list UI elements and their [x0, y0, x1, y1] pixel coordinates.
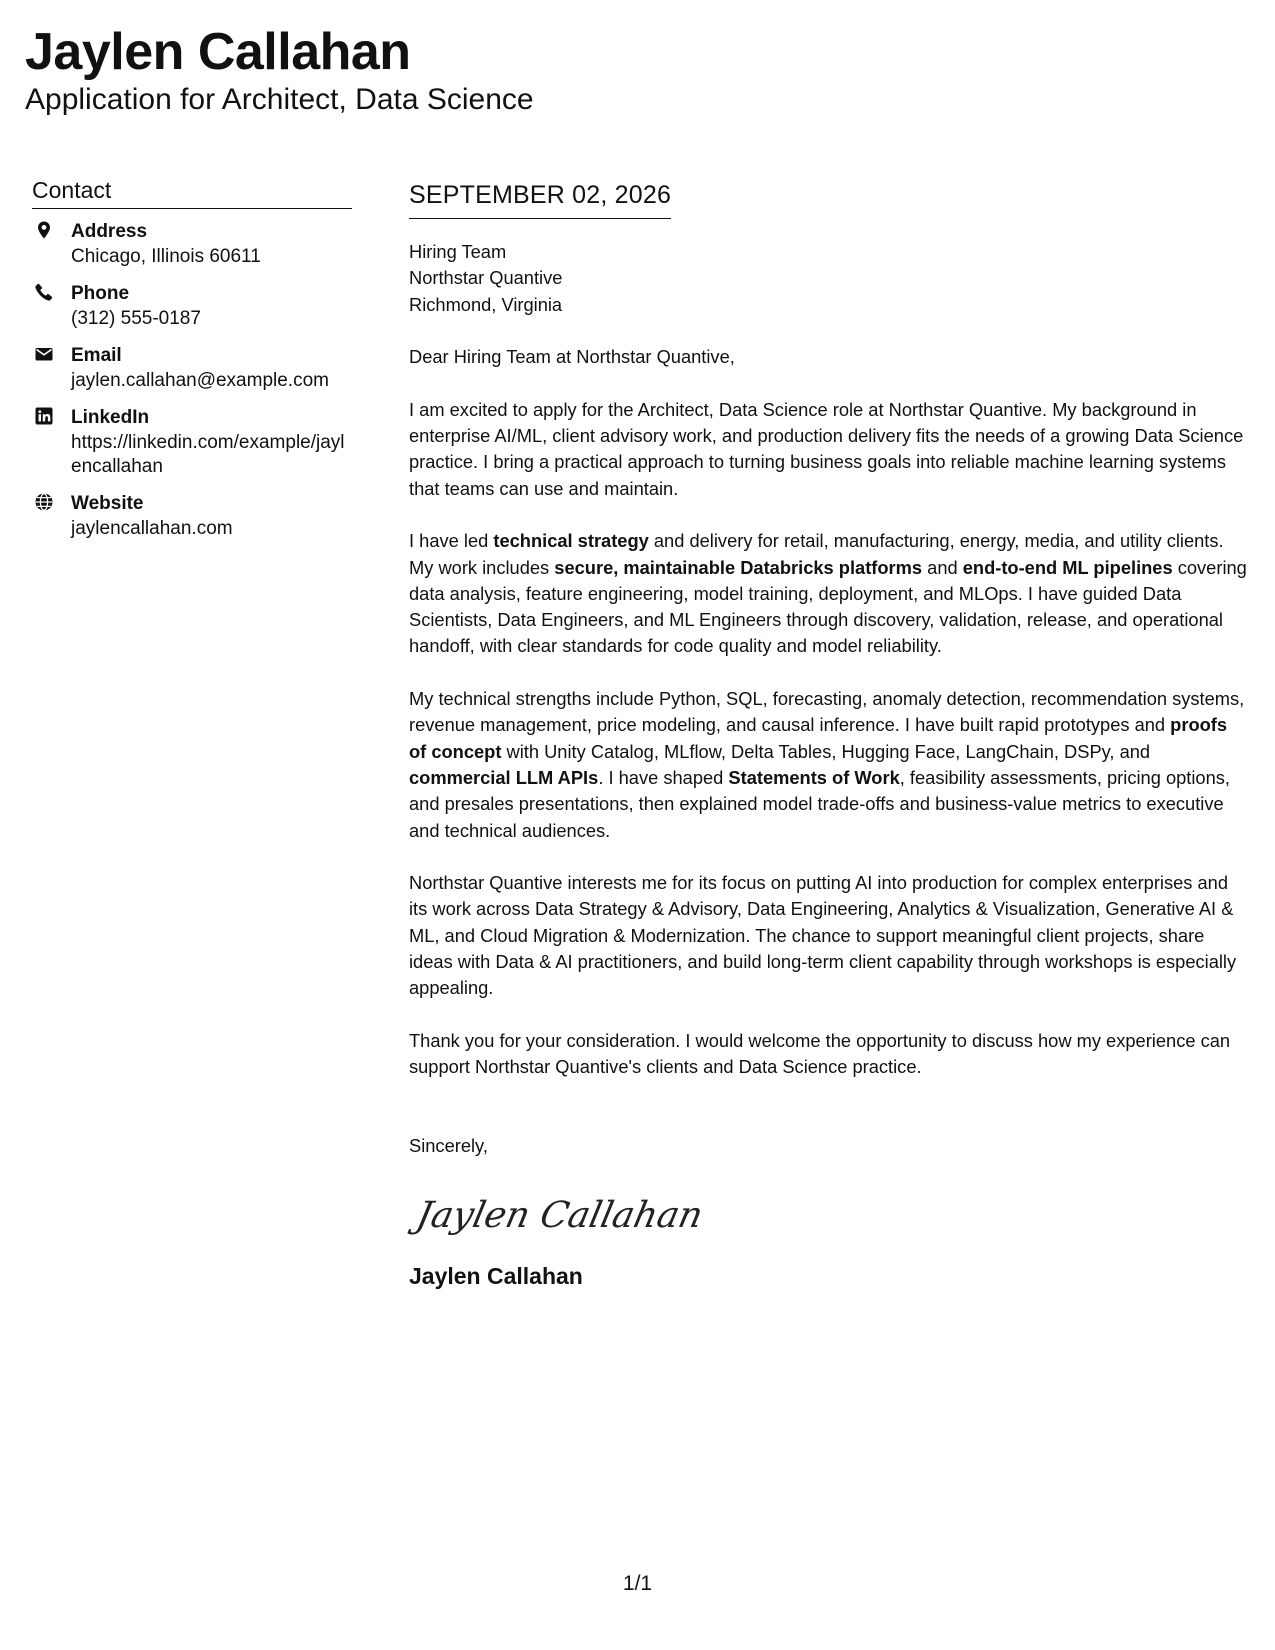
application-subtitle: Application for Architect, Data Science: [25, 83, 534, 116]
bold-run: Statements of Work: [728, 766, 900, 788]
contact-website: [32, 491, 352, 541]
page-number: 1/1: [622, 1572, 653, 1595]
text-run: , feasibility assessments, pricing options, and presales presentations, then explained model trade-offs and business-value metrics to executive and technical audiences.: [409, 766, 1230, 841]
text-run: and delivery for retail, manufacturing, energy, media, and utility clients. My work includes: [409, 530, 1224, 578]
contact-sidebar: [32, 175, 352, 553]
linkedin-icon: [34, 406, 54, 426]
recipient-line: Northstar Quantive: [409, 267, 563, 289]
paragraph-intro: I am excited to apply for the Architect, Data Science role at Northstar Quantive. My background in enterprise AI/ML, client advisory work, and production delivery fits the needs of a growing Data Science practice. I bring a practical approach to turning business goals into reliable machine learning systems that teams can use and maintain.: [409, 398, 1244, 499]
contact-heading: Contact: [32, 175, 352, 209]
phone-icon: [34, 282, 54, 302]
closing: Sincerely,: [409, 1134, 488, 1156]
text-run: with Unity Catalog, MLflow, Delta Tables, Hugging Face, LangChain, DSPy, and: [501, 740, 1151, 762]
paragraph-interest: Northstar Quantive interests me for its focus on putting AI into production for complex enterprises and its work across Data Strategy & Advisory, Data Engineering, Analytics & Visualization, Generative AI & ML, and Cloud Migration & Modernization. The chance to support meaningful client projects, share ideas with Data & AI practitioners, and build long-term client capability through workshops is especially appealing.: [409, 872, 1237, 999]
handwritten-signature: [409, 1179, 1249, 1249]
contact-label: Address: [71, 221, 148, 242]
contact-label: LinkedIn: [71, 407, 150, 428]
bold-run: secure, maintainable Databricks platforms: [554, 556, 923, 578]
text-run: My technical strengths include Python, SQL, forecasting, anomaly detection, recommendation systems, revenue management, price modeling, and causal inference. I have built rapid prototypes and: [409, 688, 1245, 736]
bold-run: technical strategy: [493, 530, 649, 552]
globe-icon: [34, 492, 54, 512]
signer-name: Jaylen Callahan: [409, 1262, 583, 1289]
signature-text: Jaylen Callahan: [412, 1193, 707, 1236]
map-pin-icon: [34, 220, 54, 240]
text-run: . I have shaped: [598, 766, 729, 788]
bold-run: proofs of concept: [409, 714, 1228, 762]
paragraph-thanks: Thank you for your consideration. I would welcome the opportunity to discuss how my experience can support Northstar Quantive's clients and Data Science practice.: [409, 1029, 1231, 1078]
paragraph-experience: [409, 528, 1249, 659]
contact-value[interactable]: jaylencallahan.com: [71, 518, 233, 539]
bold-run: end-to-end ML pipelines: [962, 556, 1173, 578]
contact-label: Website: [71, 493, 144, 514]
applicant-name: Jaylen Callahan: [25, 23, 411, 81]
envelope-icon: [34, 344, 54, 364]
letter-body: [409, 178, 1249, 1291]
contact-email: [32, 343, 352, 393]
contact-value: Chicago, Illinois 60611: [71, 246, 261, 267]
paragraph-strengths: [409, 686, 1249, 844]
bold-run: commercial LLM APIs: [409, 766, 599, 788]
recipient-line: Richmond, Virginia: [409, 293, 563, 315]
recipient-line: Hiring Team: [409, 241, 507, 262]
contact-label: Phone: [71, 283, 130, 304]
text-run: and: [922, 556, 963, 578]
contact-value: (312) 555-0187: [71, 308, 201, 329]
recipient-block: [409, 239, 1249, 318]
text-run: I have led: [409, 530, 494, 552]
contact-value[interactable]: https://linkedin.com/example/jaylencallahan: [71, 432, 345, 477]
contact-phone: [32, 281, 352, 331]
contact-label: Email: [71, 345, 122, 366]
text-run: covering data analysis, feature engineering, model training, deployment, and MLOps. I have guided Data Scientists, Data Engineers, and ML Engineers through discovery, validation, release, and operational handoff, with clear standards for code quality and model reliability.: [409, 556, 1247, 657]
letter-date: SEPTEMBER 02, 2026: [409, 178, 671, 219]
contact-address: [32, 219, 352, 269]
salutation: Dear Hiring Team at Northstar Quantive,: [409, 346, 735, 368]
contact-value[interactable]: jaylen.callahan@example.com: [71, 370, 329, 391]
contact-linkedin: [32, 405, 352, 479]
